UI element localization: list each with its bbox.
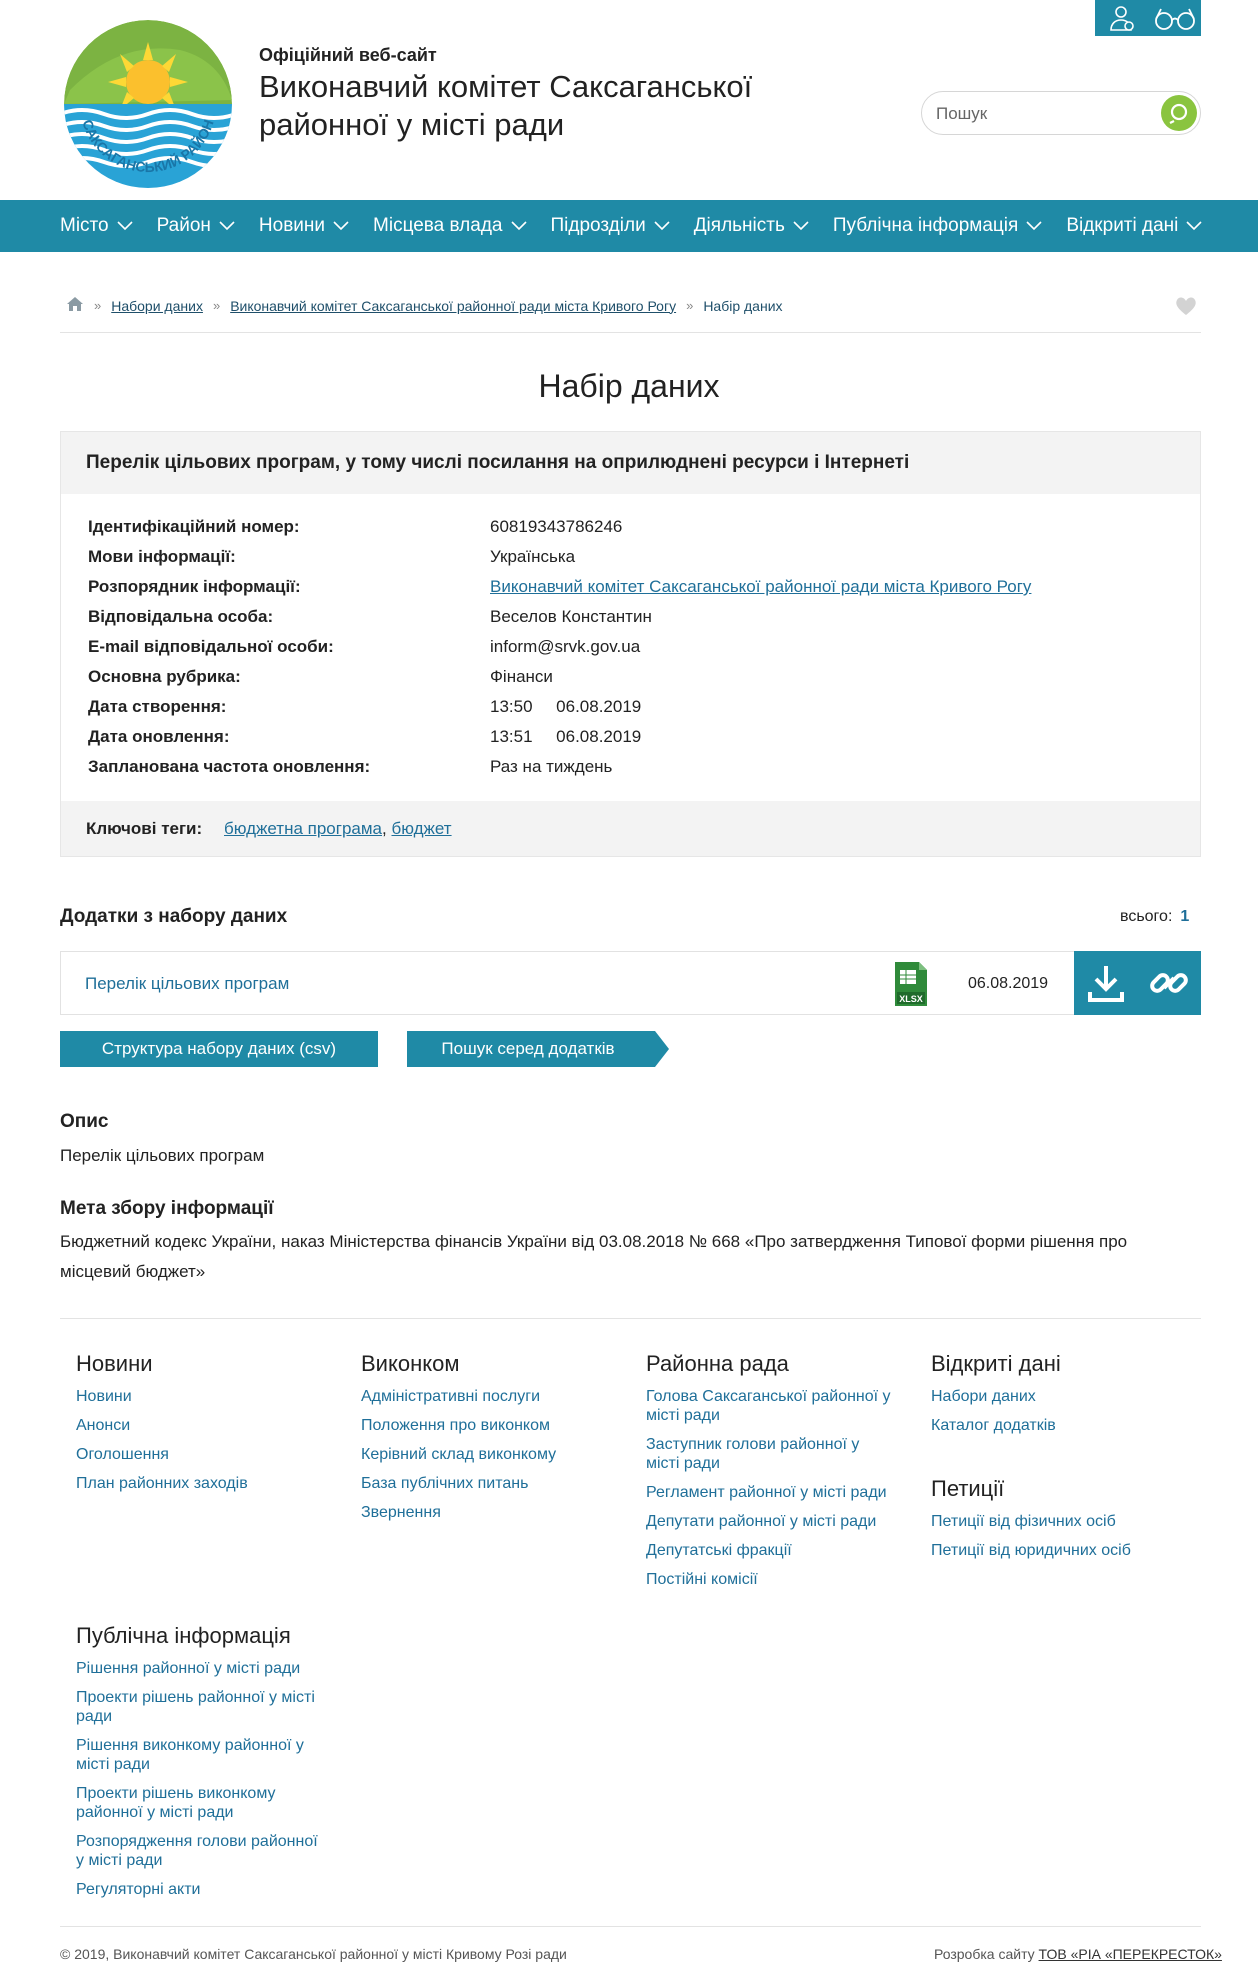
footer-link[interactable]: Новини (76, 1388, 132, 1405)
purpose-heading: Мета збору інформації (60, 1198, 274, 1219)
chevron-down-icon (333, 221, 349, 231)
dataset-header (61, 432, 1200, 494)
nav-item-label: Район (156, 215, 211, 236)
dataset-field-label: Основна рубрика: (88, 667, 241, 686)
site-title-line1: Виконавчий комітет Саксаганської (259, 69, 753, 104)
footer-link[interactable]: Керівний склад виконкому (361, 1446, 557, 1463)
logo-text: САКСАГАНСЬКИЙ РАЙОН (79, 117, 217, 176)
dataset-field-label: Дата оновлення: (88, 727, 230, 746)
chevron-down-icon (1026, 221, 1042, 231)
site-title-line2: районної у місті ради (259, 107, 565, 142)
site-logo[interactable] (60, 20, 236, 188)
nav-item[interactable] (157, 215, 235, 237)
breadcrumb-separator: » (686, 298, 694, 313)
xlsx-format-label: XLSX (899, 994, 923, 1004)
footer-link[interactable]: Анонси (76, 1417, 131, 1434)
chevron-down-icon (1186, 221, 1202, 231)
footer-link[interactable]: Проекти рішень районної у місті ради (76, 1689, 315, 1725)
developer-credit (934, 1946, 1222, 1962)
footer-col-title: Районна рада (646, 1351, 789, 1376)
footer-link[interactable]: Адміністративні послуги (361, 1388, 540, 1405)
breadcrumb-current: Набір даних (703, 297, 783, 314)
nav-item-label: Підрозділи (550, 215, 646, 236)
footer-link[interactable]: Петиції від юридичних осіб (931, 1542, 1131, 1559)
footer-link[interactable]: База публічних питань (361, 1475, 529, 1492)
chevron-down-icon (117, 221, 133, 231)
footer-col-title: Петиції (931, 1476, 1005, 1501)
footer-col-open-data (931, 1351, 1181, 1445)
footer-link[interactable]: Заступник голови районної у місті ради (646, 1436, 860, 1472)
nav-item-label: Місцева влада (373, 215, 503, 236)
dataset-field-label: Відповідальна особа: (88, 607, 274, 626)
breadcrumb (66, 296, 783, 315)
footer-link[interactable]: Розпорядження голови районної у місті ради (76, 1833, 318, 1869)
dataset-title: Перелік цільових програм, у тому числі посилання на оприлюднені ресурси і Інтернеті (86, 452, 910, 473)
chevron-down-icon (654, 221, 670, 231)
xlsx-file-icon[interactable] (893, 960, 929, 1013)
publisher-link[interactable]: Виконавчий комітет Саксаганської районної ради міста Кривого Рогу (490, 577, 1032, 596)
tag-link[interactable]: бюджет (391, 819, 452, 838)
nav-item[interactable] (551, 215, 670, 237)
purpose-text: Бюджетний кодекс України, наказ Міністерства фінансів України від 03.08.2018 № 668 «Про затвердження Типової форми рішення про місцевий бюджет» (60, 1232, 1128, 1281)
attachments-total-count: 1 (1180, 908, 1190, 925)
developer-label: Розробка сайту (934, 1946, 1035, 1962)
structure-csv-button[interactable]: Структура набору даних (csv) (60, 1031, 378, 1067)
divider (60, 1926, 1201, 1927)
attachment-date: 06.08.2019 (968, 975, 1049, 992)
search-icon (1168, 102, 1190, 124)
footer-link[interactable]: Петиції від фізичних осіб (931, 1513, 1116, 1530)
attachments-total (1120, 908, 1189, 926)
chevron-down-icon (793, 221, 809, 231)
dataset-card (60, 431, 1201, 857)
tags-label: Ключові теги: (86, 819, 203, 838)
nav-item[interactable] (373, 215, 526, 237)
dataset-field-value: inform@srvk.gov.ua (490, 637, 641, 656)
nav-item[interactable] (833, 215, 1042, 237)
footer-link[interactable]: Голова Саксаганської районної у місті ради (646, 1388, 891, 1424)
footer-link[interactable]: Каталог додатків (931, 1417, 1056, 1434)
breadcrumb-committee[interactable]: Виконавчий комітет Саксаганської районної ради міста Кривого Рогу (230, 297, 677, 314)
dataset-tags (61, 801, 1200, 856)
search-button[interactable] (1161, 95, 1197, 131)
nav-item[interactable] (259, 215, 349, 237)
nav-item-label: Новини (258, 215, 326, 236)
search-box (921, 91, 1201, 135)
footer-col-petitions (931, 1476, 1181, 1570)
dataset-field-label: Ідентифікаційний номер: (88, 517, 300, 536)
nav-item[interactable] (694, 215, 809, 237)
attachment-actions (1074, 951, 1201, 1015)
search-input[interactable] (936, 102, 1136, 126)
divider (60, 1318, 1201, 1319)
attachments-title: Додатки з набору даних (60, 906, 288, 927)
dataset-field-value (490, 577, 1031, 597)
dataset-field-value: Українська (490, 547, 576, 566)
dataset-field-value: 60819343786246 (490, 517, 623, 536)
footer-col-council (646, 1351, 896, 1599)
chevron-down-icon (219, 221, 235, 231)
footer-col-title: Відкриті дані (931, 1351, 1061, 1376)
footer-col-news (76, 1351, 326, 1503)
footer-col-public-info (76, 1623, 326, 1909)
footer-col-title: Виконком (361, 1351, 460, 1376)
download-icon[interactable] (1074, 951, 1138, 1015)
footer-link[interactable]: Оголошення (76, 1446, 169, 1463)
dataset-field-value: Раз на тиждень (490, 757, 613, 776)
footer-link[interactable]: Регуляторні акти (76, 1881, 201, 1898)
page-title: Набір даних (538, 368, 720, 404)
attachment-name[interactable]: Перелік цільових програм (85, 974, 290, 993)
footer-link[interactable]: Звернення (361, 1504, 441, 1521)
dataset-field-label: Мови інформації: (88, 547, 236, 566)
developer-link[interactable]: ТОВ «РІА «ПЕРЕКРЕСТОК» (1038, 1946, 1222, 1962)
footer-col-title: Публічна інформація (76, 1623, 291, 1648)
footer-link[interactable]: Регламент районної у місті ради (646, 1484, 887, 1501)
tag-link[interactable]: бюджетна програма (224, 819, 383, 838)
heart-icon[interactable] (1175, 296, 1197, 321)
footer-link[interactable]: Депутатські фракції (646, 1542, 792, 1559)
attachment-row (60, 951, 1201, 1015)
site-kicker: Офіційний веб-сайт (259, 45, 437, 65)
footer-col-executive (361, 1351, 611, 1532)
accessibility-toolbar (1095, 0, 1201, 36)
search-attachments-button[interactable] (407, 1031, 669, 1067)
dataset-field-label: Запланована частота оновлення: (88, 757, 371, 776)
user-access-icon[interactable] (1095, 0, 1148, 36)
nav-item-label: Публічна інформація (832, 215, 1019, 236)
footer-col-title: Новини (76, 1351, 153, 1376)
dataset-field-label: Дата створення: (88, 697, 227, 716)
tag-separator: , (382, 819, 387, 838)
dataset-field-value: 13:50 06.08.2019 (490, 697, 642, 716)
dataset-field-value: 13:51 06.08.2019 (490, 727, 642, 746)
link-icon[interactable] (1138, 951, 1202, 1015)
dataset-field-value: Веселов Константин (490, 607, 652, 626)
home-icon[interactable] (66, 296, 84, 315)
nav-item-label: Діяльність (693, 215, 785, 236)
glasses-icon[interactable] (1148, 0, 1201, 36)
copyright: © 2019, Виконавчий комітет Саксаганської районної у місті Кривому Розі ради (60, 1946, 567, 1962)
breadcrumb-separator: » (212, 298, 221, 313)
footer-link[interactable]: Набори даних (931, 1388, 1036, 1405)
footer-link[interactable]: Постійні комісії (646, 1571, 758, 1588)
footer-link[interactable]: Положення про виконком (361, 1417, 550, 1434)
dataset-field-label: E-mail відповідальної особи: (88, 637, 334, 656)
nav-item-label: Відкриті дані (1066, 215, 1179, 236)
site-title[interactable] (259, 68, 779, 144)
main-nav (0, 200, 1258, 252)
dataset-field-label: Розпорядник інформації: (88, 577, 301, 596)
breadcrumb-separator: » (94, 298, 102, 313)
main-nav-list (60, 200, 1226, 252)
divider (60, 332, 1201, 333)
tags-list (224, 819, 452, 839)
chevron-down-icon (511, 221, 527, 231)
description-text: Перелік цільових програм (60, 1146, 265, 1165)
dataset-field-value: Фінанси (490, 667, 553, 686)
footer-link[interactable]: План районних заходів (76, 1475, 248, 1492)
attachments-total-label: всього: (1120, 908, 1173, 925)
footer-link[interactable]: Рішення виконкому районної у місті ради (76, 1737, 304, 1773)
footer-link[interactable]: Депутати районної у місті ради (646, 1513, 877, 1530)
breadcrumb-datasets[interactable]: Набори даних (111, 297, 203, 314)
footer-link[interactable]: Проекти рішень виконкому районної у місті ради (76, 1785, 276, 1821)
nav-item[interactable] (60, 215, 133, 237)
search-attachments-label: Пошук серед додатків (441, 1039, 615, 1058)
nav-item[interactable] (1066, 215, 1202, 237)
description-heading: Опис (60, 1111, 109, 1132)
footer-link[interactable]: Рішення районної у місті ради (76, 1660, 301, 1677)
nav-item-label: Місто (60, 215, 109, 236)
